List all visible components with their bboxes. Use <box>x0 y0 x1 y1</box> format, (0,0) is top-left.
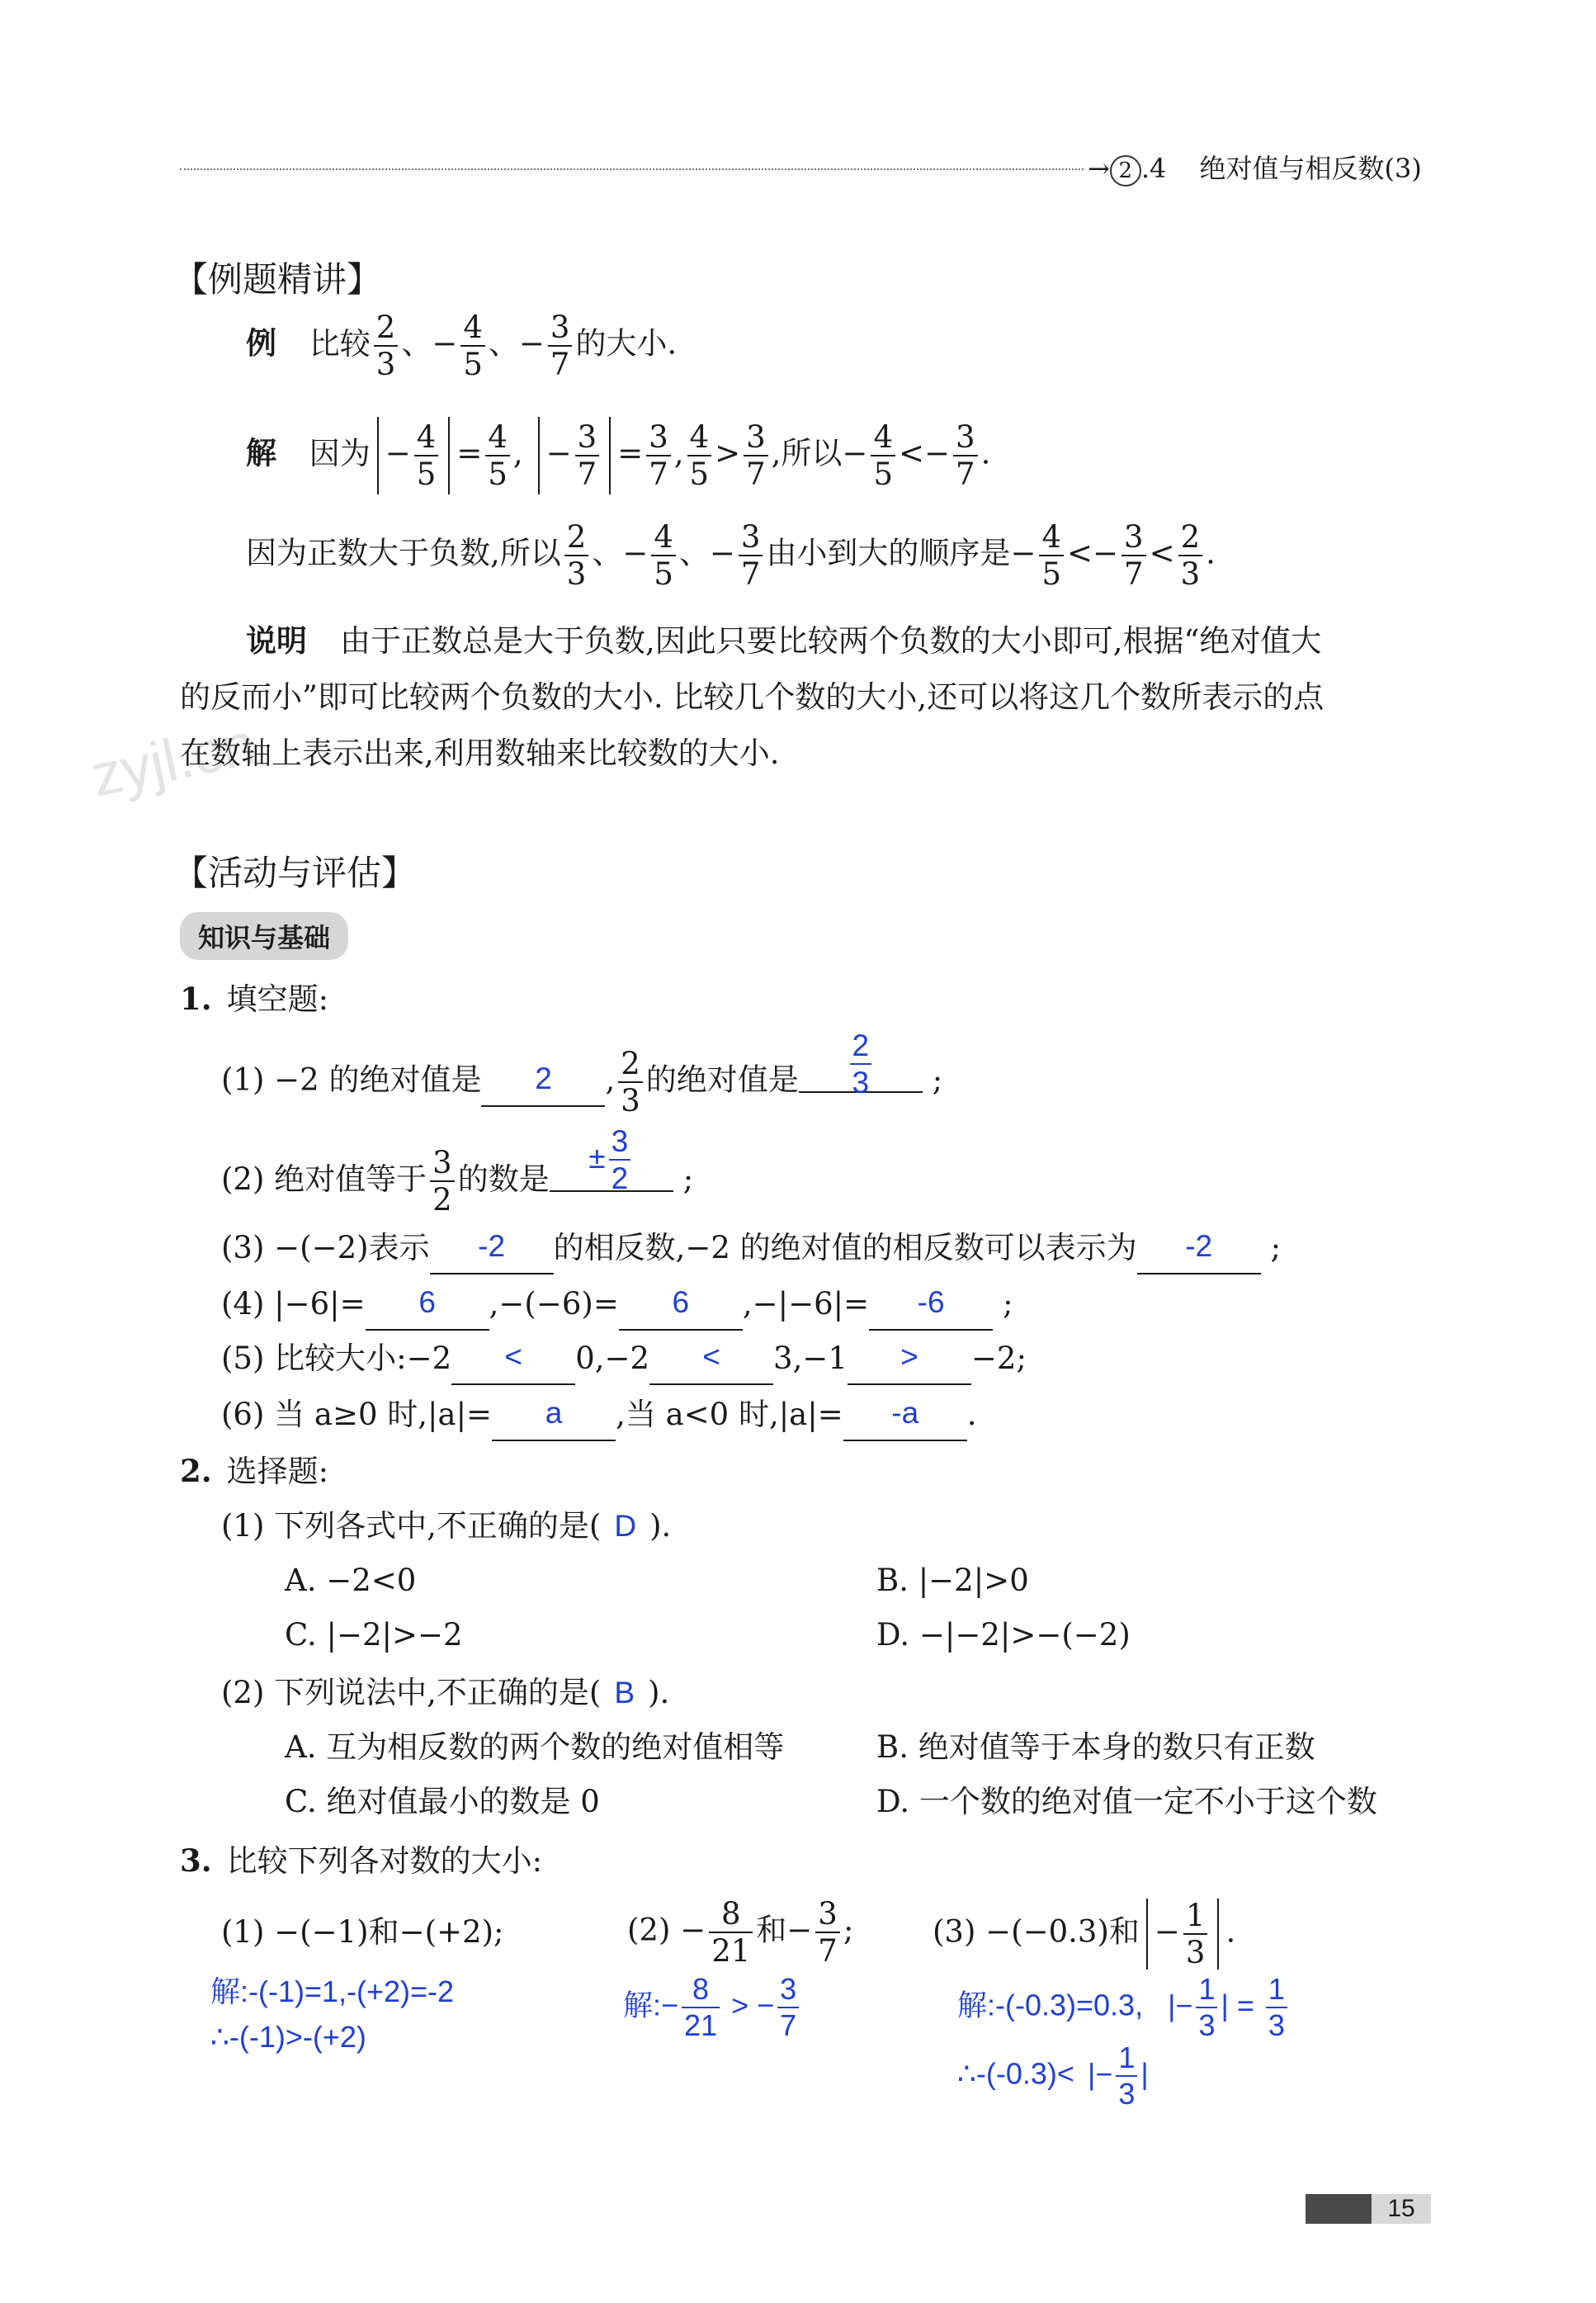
fraction: $\frac{4}{5}$ <box>414 422 439 489</box>
fraction: $\frac{3}{7}$ <box>575 422 600 489</box>
q2-2-option-c: C. 绝对值最小的数是 0 <box>285 1784 600 1819</box>
fraction: $\frac{2}{3}$ <box>618 1048 643 1116</box>
q2-1-option-b: B. |−2|>0 <box>876 1563 1029 1598</box>
q2-2-option-b: B. 绝对值等于本身的数只有正数 <box>876 1729 1315 1765</box>
q2-1-option-c: C. |−2|>−2 <box>285 1617 463 1653</box>
header-title: 绝对值与相反数(3) <box>1199 153 1422 184</box>
q3-title: 3. 比较下列各对数的大小: <box>180 1842 543 1879</box>
page-number-block <box>1306 2194 1372 2224</box>
q1-item-2: (2) 绝对值等于 $\frac{3}{2}$ 的数是± $\frac{3}{2}$ ; <box>221 1124 694 1218</box>
q2-title: 2. 选择题: <box>180 1453 329 1489</box>
header-section: → 2 .4 绝对值与相反数(3) <box>1088 155 1422 187</box>
answer-fraction: $\frac{1}{3}$ <box>1266 1974 1287 2041</box>
fraction: $\frac{3}{7}$ <box>815 1899 840 1966</box>
example-line: 例 比较 $\frac{2}{3}$ 、− $\frac{4}{5}$ 、− $\frac{3}{7}$ 的大小. <box>246 310 678 382</box>
fraction: $\frac{4}{5}$ <box>485 422 510 489</box>
answer-fraction: $\frac{8}{21}$ <box>682 1974 720 2041</box>
q2-1-option-d: D. −|−2|>−(−2) <box>876 1617 1131 1653</box>
knowledge-badge: 知识与基础 <box>180 912 348 960</box>
fraction: $\frac{3}{7}$ <box>739 522 763 589</box>
solution-line: 解 因为 − $\frac{4}{5}$ = $\frac{4}{5}$ , − $\frac{3}{7}$ = $\frac{3}{7}$ , $\frac{4}{5}$ > $\frac{3}{7}$ ,所以− $\frac{4}{5}$ <− $\frac{3}{7}$ . <box>246 417 990 494</box>
fraction: $\frac{2}{3}$ <box>1178 522 1203 589</box>
q2-sub-1: (1) 下列各式中,不正确的是( D ). <box>221 1508 672 1544</box>
answer-fraction: $\frac{3}{7}$ <box>777 1974 799 2041</box>
q2-2-option-d: D. 一个数的绝对值一定不小于这个数 <box>876 1784 1377 1819</box>
watermark: zyjl.cn <box>85 711 262 810</box>
fraction: $\frac{4}{5}$ <box>1039 522 1064 589</box>
q3-answer-2: 解:− $\frac{8}{21}$ > − $\frac{3}{7}$ <box>623 1974 802 2041</box>
order-line: 因为正数大于负数,所以 $\frac{2}{3}$ 、− $\frac{4}{5}$ 、− $\frac{3}{7}$ 由小到大的顺序是− $\frac{4}{5}$ <− $\frac{3}{7}$ < $\frac{2}{3}$ . <box>246 519 1216 592</box>
fraction: $\frac{4}{5}$ <box>871 422 895 489</box>
example-section-title: 【例题精讲】 <box>173 259 382 300</box>
fraction: $\frac{2}{3}$ <box>374 312 399 380</box>
fraction: $\frac{3}{7}$ <box>646 422 671 489</box>
q3-answer-1-line-1: 解:-(-1)=1,-(+2)=-2 <box>210 1974 455 2008</box>
header-rule <box>180 168 1084 170</box>
q2-sub-2: (2) 下列说法中,不正确的是( B ). <box>221 1675 670 1710</box>
q3-item-2: (2) − $\frac{8}{21}$ 和− $\frac{3}{7}$ ; <box>627 1896 854 1969</box>
fraction: $\frac{3}{7}$ <box>744 422 768 489</box>
header-arrow-icon: → <box>1088 153 1110 184</box>
q3-item-1: (1) −(−1)和−(+2); <box>221 1914 504 1950</box>
note-line-2: 的反而小”即可比较两个负数的大小. 比较几个数的大小,还可以将这几个数所表示的点 <box>180 679 1324 715</box>
q3-answer-3-line-2: ∴-(-0.3)< |− $\frac{1}{3}$ | <box>957 2041 1149 2111</box>
q1-item-6: (6) 当 a≥0 时,|a|= a ,当 a<0 时,|a|= -a . <box>221 1397 976 1435</box>
fraction: $\frac{1}{3}$ <box>1183 1900 1208 1968</box>
q2-2-option-a: A. 互为相反数的两个数的绝对值相等 <box>285 1729 785 1765</box>
answer-fraction: $\frac{1}{3}$ <box>1196 1974 1217 2041</box>
q1-item-1: (1) −2 的绝对值是 2 , $\frac{2}{3}$ 的绝对值是 $\frac{2}{3}$ ; <box>221 1029 943 1118</box>
fraction: $\frac{4}{5}$ <box>460 312 485 380</box>
q2-1-option-a: A. −2<0 <box>285 1563 417 1598</box>
note-line-3: 在数轴上表示出来,利用数轴来比较数的大小. <box>180 735 780 771</box>
fraction: $\frac{3}{7}$ <box>548 312 573 380</box>
fraction: $\frac{4}{5}$ <box>651 522 676 589</box>
fraction: $\frac{4}{5}$ <box>687 422 712 489</box>
q3-item-3: (3) −(−0.3)和 − $\frac{1}{3}$ . <box>933 1898 1236 1970</box>
fraction: $\frac{3}{2}$ <box>430 1147 455 1215</box>
page-number: 15 <box>1372 2194 1431 2224</box>
fraction: $\frac{2}{3}$ <box>564 522 589 589</box>
q3-answer-1-line-2: ∴-(-1)>-(+2) <box>210 2020 366 2054</box>
fraction: $\frac{8}{21}$ <box>709 1899 753 1966</box>
q1-title: 1. 填空题: <box>180 981 329 1017</box>
note-line-1: 说明 由于正数总是大于负数,因此只要比较两个负数的大小即可,根据“绝对值大 <box>246 622 1322 659</box>
fraction: $\frac{3}{7}$ <box>1121 522 1146 589</box>
answer-fraction: $\frac{3}{2}$ <box>609 1126 631 1194</box>
answer-fraction: $\frac{1}{3}$ <box>1116 2043 1137 2109</box>
q1-item-4: (4) |−6|= 6 ,−(−6)= 6 ,−|−6|= -6 ; <box>221 1286 1013 1324</box>
q1-item-5: (5) 比较大小:−2 < 0,−2 < 3,−1 > −2; <box>221 1341 1027 1378</box>
activity-section-title: 【活动与评估】 <box>173 853 417 893</box>
answer-fraction: $\frac{2}{3}$ <box>850 1030 872 1098</box>
q1-item-3: (3) −(−2)表示 -2 的相反数,−2 的绝对值的相反数可以表示为 -2 ; <box>221 1230 1281 1268</box>
header-circled-num: 2 <box>1110 155 1141 187</box>
q3-answer-3-line-1: 解:-(-0.3)=0.3, |− $\frac{1}{3}$ | = $\frac{1}{3}$ <box>957 1974 1291 2041</box>
fraction: $\frac{3}{7}$ <box>953 422 978 489</box>
